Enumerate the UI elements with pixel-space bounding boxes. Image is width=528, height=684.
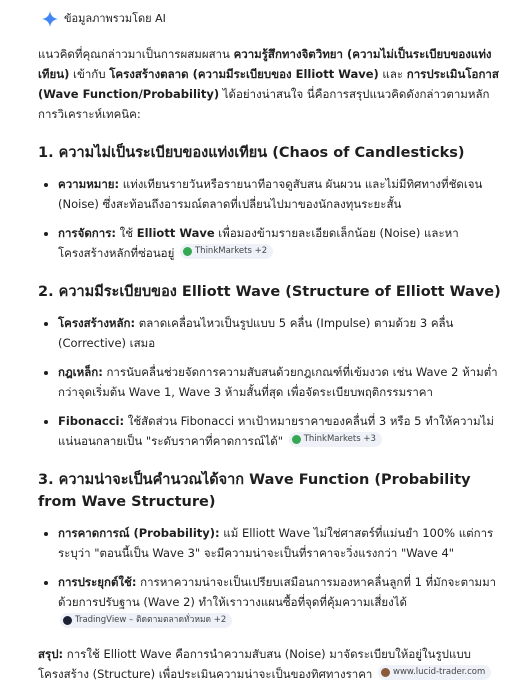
ai-overview-title: ข้อมูลภาพรวมโดย AI (64, 12, 166, 25)
intro-bold-probability: การประเมินโอกาส (Wave Function/Probability) (38, 67, 499, 101)
source-chip-lucid-trader[interactable] (378, 665, 491, 680)
source-chip-tradingview[interactable] (60, 613, 232, 628)
source-chip-thinkmarkets[interactable] (289, 432, 382, 447)
item-label: การประยุกต์ใช้: (58, 575, 137, 589)
lucid-trader-favicon-icon (381, 668, 390, 677)
item-label: Fibonacci: (58, 414, 125, 428)
intro-text: และ (378, 67, 407, 81)
list-item (58, 411, 508, 451)
list-item (58, 572, 508, 632)
section-heading-structure: 2. ความมีระเบียบของ Elliott Wave (Structure of Elliott Wave) (38, 284, 501, 300)
item-label: ความหมาย: (58, 177, 120, 191)
item-text: ตลาดเคลื่อนไหวเป็นรูปแบบ 5 คลื่น (Impulse) ตามด้วย 3 คลื่น (Corrective) เสมอ (58, 316, 454, 350)
source-chip-label: ThinkMarkets +2 (194, 246, 268, 256)
item-text: เพื่อมองข้ามรายละเอียดเล็กน้อย (Noise) และหาโครงสร้างหลักที่ซ่อนอยู่ (58, 226, 459, 260)
thinkmarkets-favicon-icon (292, 435, 301, 444)
section-heading-chaos: 1. ความไม่เป็นระเบียบของแท่งเทียน (Chaos of Candlesticks) (38, 145, 465, 161)
list-item (58, 223, 508, 263)
intro-bold-structure: โครงสร้างตลาด (ความมีระเบียบของ Elliott Wave) (109, 67, 379, 81)
list-item (58, 523, 508, 563)
intro-text: เข้ากับ (69, 67, 110, 81)
list-item (58, 362, 508, 402)
item-label: การจัดการ: (58, 226, 116, 240)
item-text: แม้ Elliott Wave ไม่ใช่ศาสตร์ที่แม่นยำ 100% แต่การระบุว่า "ตอนนี้เป็น Wave 3" จะมีความน่าจะเป็นที่ราคาจะวิ่งแรงกว่า "Wave 4" (58, 526, 494, 560)
item-text: ใช้ (116, 226, 137, 240)
section-heading-probability: 3. ความน่าจะเป็นคำนวณได้จาก Wave Function (Probability from Wave Structure) (38, 472, 471, 510)
tradingview-favicon-icon (63, 616, 72, 625)
item-text: แท่งเทียนรายวันหรือรายนาทีอาจดูสับสน ผันผวน และไม่มีทิศทางที่ชัดเจน (Noise) ซึ่งสะท้อนถึงอารมณ์ตลาดที่เปลี่ยนไปมาของนักลงทุนระยะสั้น (58, 177, 483, 211)
intro-text: แนวคิดที่คุณกล่าวมาเป็นการผสมผสาน (38, 47, 234, 61)
item-label: กฎเหล็ก: (58, 365, 103, 379)
intro-bold-psychology: ความรู้สึกทางจิตวิทยา (ความไม่เป็นระเบียบของแท่งเทียน) (38, 47, 492, 81)
sparkle-icon (42, 11, 58, 27)
intro-paragraph (38, 44, 508, 124)
ai-overview-header (42, 8, 508, 30)
list-item (58, 313, 508, 353)
item-text: การนับคลื่นช่วยจัดการความสับสนด้วยกฎเกณฑ์ที่เข้มงวด เช่น Wave 2 ห้ามต่ำกว่าจุดเริ่มต้น Wave 1, Wave 3 ห้ามสั้นที่สุด เพื่อจัดระเบียบพฤติกรรมราคา (58, 365, 498, 399)
source-chip-label: www.lucid-trader.com (393, 667, 486, 677)
item-text: ใช้สัดส่วน Fibonacci หาเป้าหมายราคาของคลื่นที่ 3 หรือ 5 ทำให้ความไม่แน่นอนกลายเป็น "ระดับราคาที่คาดการณ์ได้" (58, 414, 494, 448)
item-label: โครงสร้างหลัก: (58, 316, 136, 330)
item-text: การหาความน่าจะเป็นเปรียบเสมือนการมองหาคลื่นลูกที่ 1 ที่มักจะตามมาด้วยการปรับฐาน (Wave 2) ทำให้เราวางแผนซื้อที่จุดที่คุ้มความเสี่ยงได้ (58, 575, 497, 609)
section-list-structure (38, 313, 508, 451)
source-chip-label: TradingView – ติดตามตลาดทั่วหมด +2 (75, 615, 227, 625)
conclusion-text: การใช้ Elliott Wave คือการนำความสับสน (Noise) มาจัดระเบียบให้อยู่ในรูปแบบโครงสร้าง (Structure) เพื่อประเมินความน่าจะเป็นของทิศทางราคา (38, 647, 471, 681)
list-item (58, 174, 508, 214)
section-list-chaos (38, 174, 508, 263)
item-label: การคาดการณ์ (Probability): (58, 526, 220, 540)
conclusion-label: สรุป: (38, 647, 64, 661)
section-list-probability (38, 523, 508, 632)
thinkmarkets-favicon-icon (183, 247, 192, 256)
conclusion-paragraph (38, 644, 508, 684)
source-chip-thinkmarkets[interactable] (180, 244, 273, 259)
intro-text: ได้อย่างน่าสนใจ นี่คือการสรุปแนวคิดดังกล่าวตามหลักการวิเคราะห์เทคนิค: (38, 87, 490, 121)
item-bold: Elliott Wave (136, 226, 215, 240)
source-chip-label: ThinkMarkets +3 (303, 434, 376, 444)
